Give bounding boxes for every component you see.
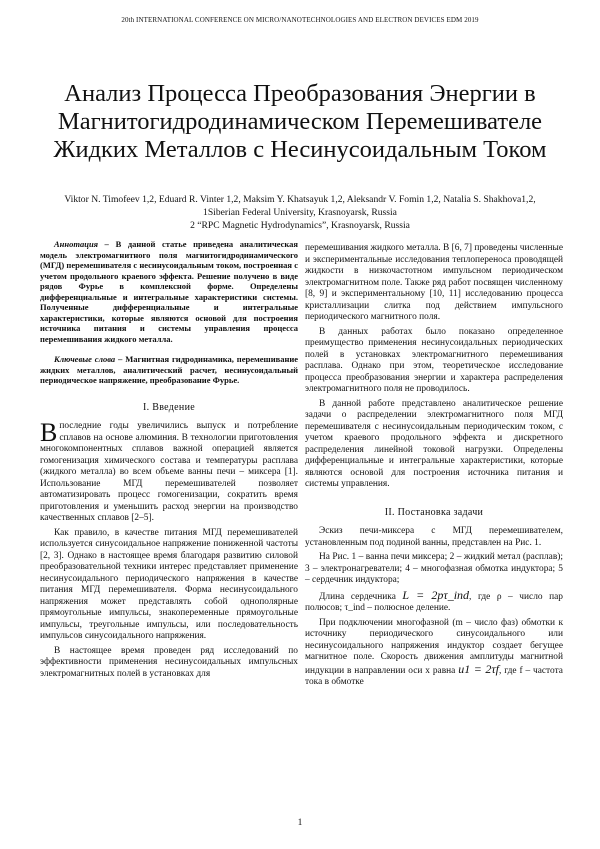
- intro-paragraph-2: Как правило, в качестве питания МГД перемешивателей используется синусоидальное напряжение пониженной частоты [2, 3]. Однако в настоящее время благодаря развитию силовой преобразовательной техники интерес представляет применение несинусоидального периодического напряжения в качестве питания МГД перемешивателя. Форма несинусоидального напряжения может представлять собой однополярные прямоугольные импульсы, знакопеременные прямоугольные импульсы, треугольные импульсы, или последовательность импульсов синусоидального напряжения.: [40, 527, 298, 641]
- drop-cap: В: [40, 418, 58, 447]
- affiliation-2: 2 “RPC Magnetic Hydrodynamics”, Krasnoyarsk, Russia: [190, 220, 410, 231]
- problem-paragraph-2: На Рис. 1 – ванна печи миксера; 2 – жидкий метал (расплав); 3 – электронагреватели; 4 – многофазная обмотка индуктора; 5 – сердечник индуктора;: [305, 552, 563, 585]
- right-column: [305, 243, 563, 692]
- intro-paragraph-1-text: последние годы увеличились выпуск и потребление сплавов на основе алюминия. В технологии приготовления многокомпонентных сплавов важной операцией является гомогенизация химического состава и температуры расплава (жидкого металла) во всем объеме ванны печи – миксера [1]. Использование МГД перемешивателей позволяет автоматизировать процесс гомогенизации, сократить время приготовления и уменьшить расход энергии на производство качественных сплавов [2–5].: [40, 421, 298, 523]
- paper-title: Анализ Процесса Преобразования Энергии в Магнитогидродинамическом Перемешивателе Жидких Металлов с Несинусоидальным Током: [53, 80, 547, 163]
- formula-core-length: L = 2pτ_ind: [402, 587, 470, 602]
- winding-text-2: , где f – частота тока в обмотке: [305, 665, 563, 687]
- problem-paragraph-4: [305, 618, 563, 689]
- problem-paragraph-1: Эскиз печи-миксера с МГД перемешивателем, установленным под подиной ванны, представлен на Рис. 1.: [305, 526, 563, 548]
- problem-paragraph-3: [305, 587, 563, 615]
- abstract: [40, 239, 298, 344]
- page-number: 1: [297, 818, 303, 828]
- affiliation-1: 1Siberian Federal University, Krasnoyarsk, Russia: [203, 207, 397, 218]
- keywords-text: Магнитная гидродинамика, перемешивание жидких металлов, аналитический расчет, несинусоидальный периодическое напряжение, преобразование Фурье.: [40, 354, 299, 385]
- keywords-label: Ключевые слова –: [54, 354, 123, 364]
- keywords: [40, 354, 298, 386]
- section-heading-problem: II. Постановка задачи: [384, 506, 484, 518]
- conference-header: 20th INTERNATIONAL CONFERENCE ON MICRO/NANOTECHNOLOGIES AND ELECTRON DEVICES EDM 2019: [121, 16, 479, 24]
- intro-paragraph-3: В настоящее время проведен ряд исследований по эффективности применения несинусоидальных импульсных электромагнитных полей в установках для: [40, 645, 298, 679]
- right-paragraph-2: В данных работах было показано определенное преимущество применения несинусоидальных периодических полей в установках электромагнитного перемешивания расплава. Однако при этом, теоретическое исследование процесса преобразования энергии и характера распределения электромагнитного поля не проводилось.: [305, 326, 563, 394]
- formula-velocity: u1 = 2τf: [458, 661, 500, 676]
- left-column: [40, 239, 298, 683]
- abstract-text: В данной статье приведена аналитическая модель электромагнитного поля магнитогидродинамического (МГД) перемешивателя с несинусоидальным током, построенная с учетом продольного краевого эффекта. Решение получено в виде рядов Фурье в комплексной форме. Определены дифференциальные и интегральные характеристики системы. Полученные дифференциальные и интегральные характеристики, которые являются основой для построения источника питания и системы управления процесса перемешивания жидкого металла.: [40, 239, 299, 344]
- winding-text: При подключении многофазной (m – число фаз) обмотки к источнику периодического синусоидального или несинусоидального напряжения индуктор создает бегущее магнитное поле. Скорость движения амплитуды магнитной индукции в направлении оси x равна: [305, 617, 563, 676]
- abstract-label: Аннотация –: [54, 239, 109, 249]
- author-block: [30, 193, 570, 232]
- intro-paragraph-1: [40, 418, 298, 525]
- section-heading-intro: I. Введение: [143, 401, 195, 413]
- right-paragraph-3: В данной работе представлено аналитическое решение задачи о распределении электромагнитного поля МГД перемешивателя с несинусоидальным периодическим током, с учетом краевого продольного эффекта и дискретного распределения линейной токовой нагрузки. Определены дифференциальные и интегральные характеристики, которые являются основой для построения источника питания и системы управления.: [305, 398, 563, 489]
- core-length-text-2: , где ρ – число пар полюсов; τ_ind – полюсное деление.: [305, 591, 563, 613]
- author-list: Viktor N. Timofeev 1,2, Eduard R. Vinter 1,2, Maksim Y. Khatsayuk 1,2, Aleksandr V. Fomin 1,2, Natalia S. Shakhova1,2,: [64, 194, 536, 205]
- core-length-text: Длина сердечника: [319, 591, 396, 602]
- right-paragraph-1: перемешивания жидкого металла. В [6, 7] проведены численные и экспериментальные исследования теплопереноса проводящей жидкости в низкочастотном импульсном периодическом электромагнитном поле. Также ряд работ посвящен численному [8, 9] и экспериментальному [10, 11] исследованию процесса кристаллизации слитка под действием импульсного периодического магнитного поля.: [305, 243, 563, 322]
